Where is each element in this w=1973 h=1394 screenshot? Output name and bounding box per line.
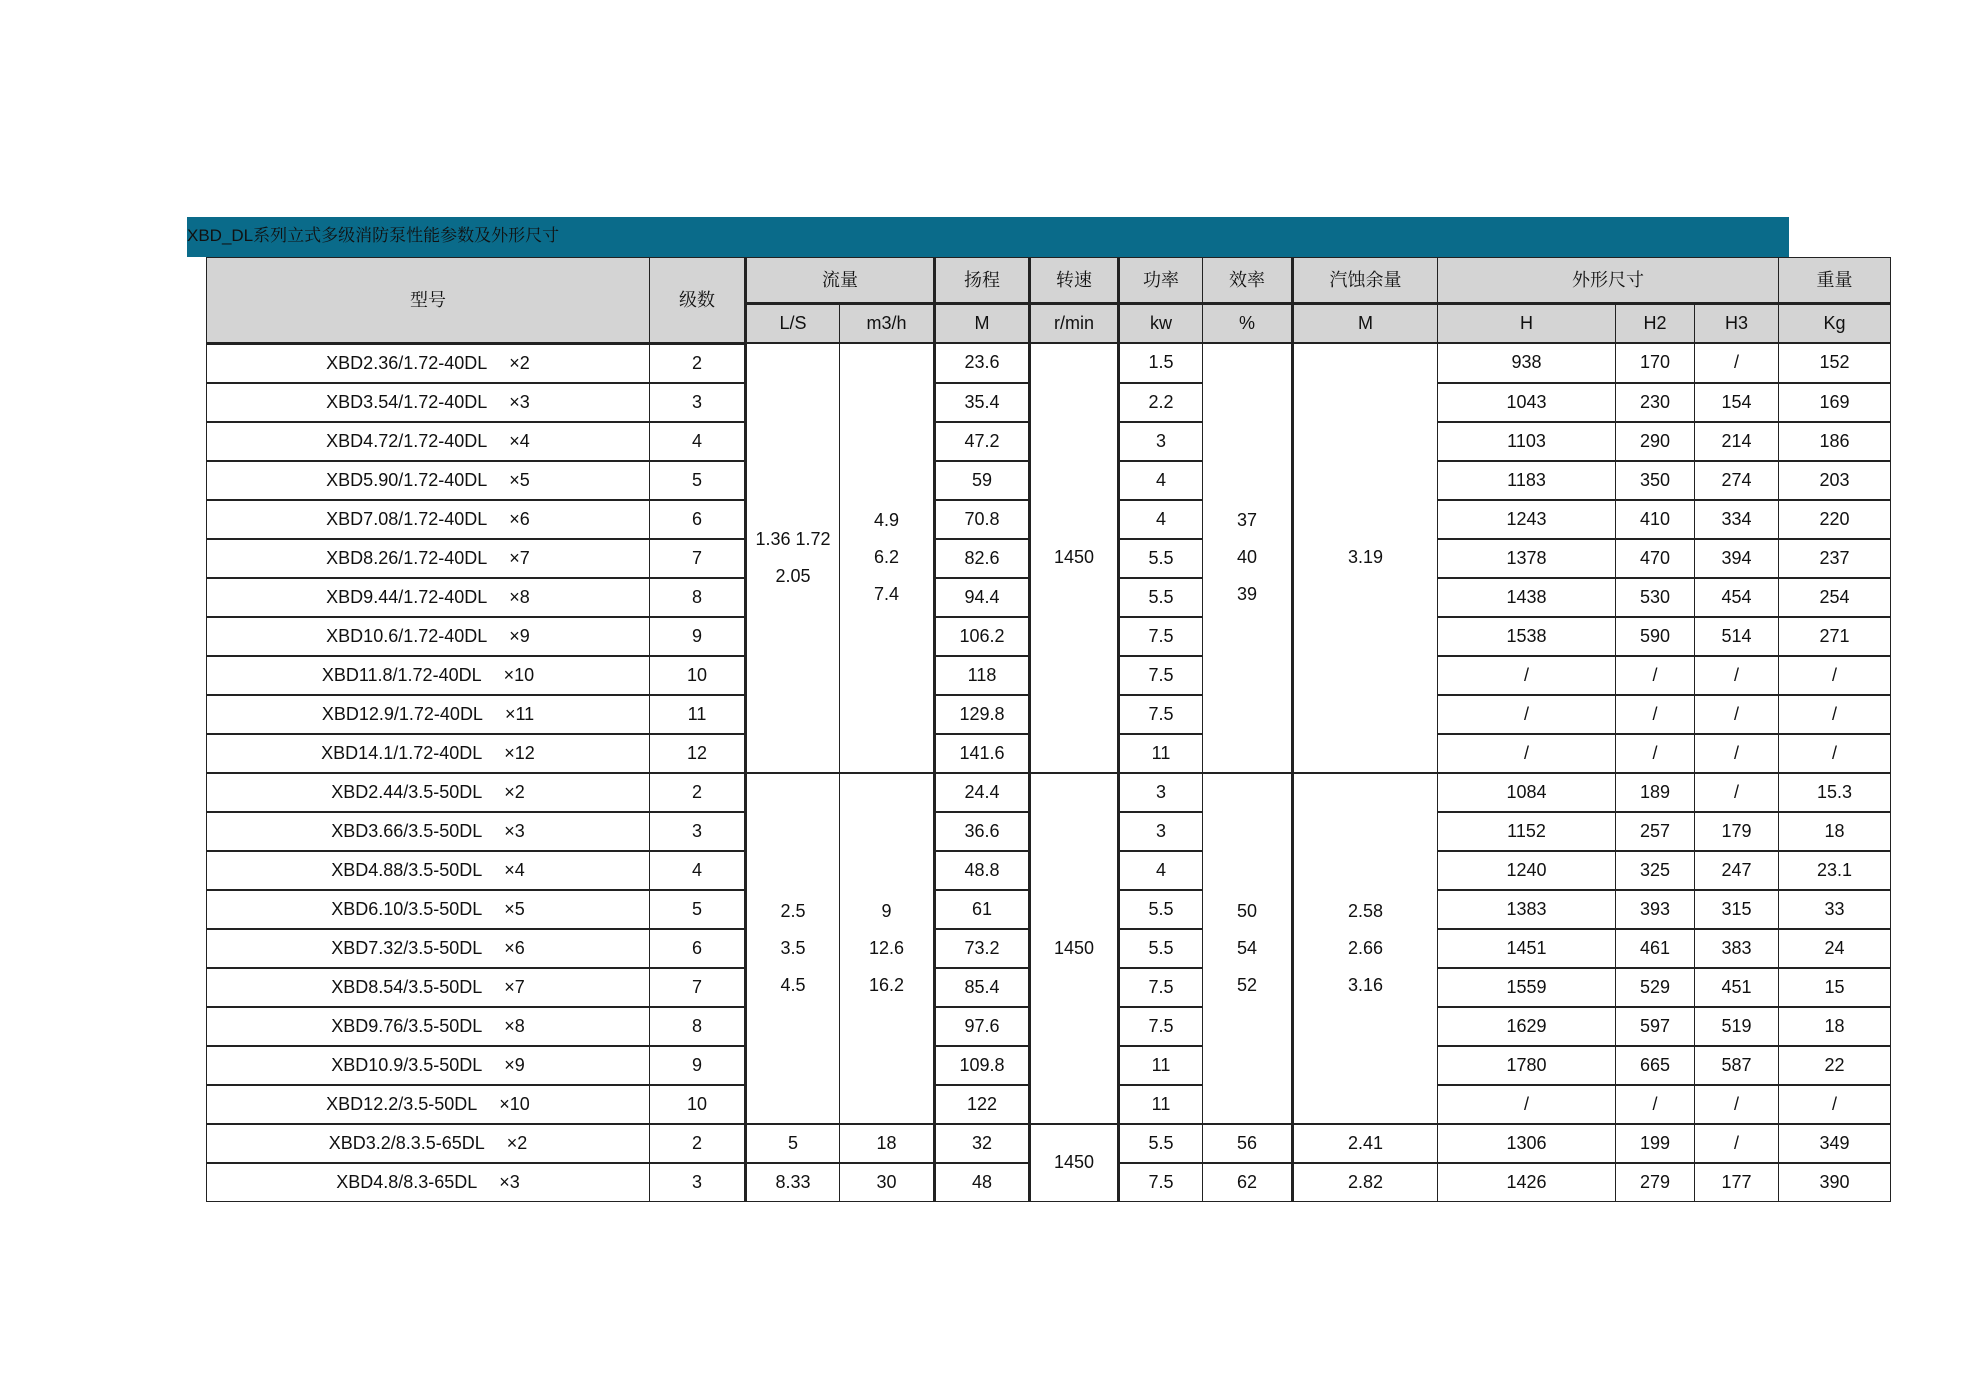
stages-cell: 3 xyxy=(650,812,746,851)
model-name: XBD8.54/3.5-50DL xyxy=(331,976,483,997)
stage-mark: ×3 xyxy=(499,1171,520,1192)
dim-h3-cell: 451 xyxy=(1695,968,1779,1007)
head-cell: 36.6 xyxy=(935,812,1030,851)
efficiency-cell-value: 50 xyxy=(1236,900,1258,921)
col-speed: 转速 xyxy=(1030,258,1119,304)
stages-cell: 6 xyxy=(650,500,746,539)
stages-cell: 8 xyxy=(650,578,746,617)
dim-h2-cell: / xyxy=(1616,1085,1695,1124)
table-row xyxy=(207,773,1891,812)
dim-h3-cell: 519 xyxy=(1695,1007,1779,1046)
col-flow: 流量 xyxy=(746,258,935,304)
flow-m3h-cell-value: 16.2 xyxy=(868,974,905,995)
dim-h2-cell: 590 xyxy=(1616,617,1695,656)
npsh-cell-value: 2.58 xyxy=(1347,900,1384,921)
dim-h-cell: 1183 xyxy=(1438,461,1616,500)
power-cell: 7.5 xyxy=(1119,656,1203,695)
head-cell: 106.2 xyxy=(935,617,1030,656)
col-model: 型号 xyxy=(207,258,650,344)
head-cell: 82.6 xyxy=(935,539,1030,578)
dim-h-cell: / xyxy=(1438,1085,1616,1124)
power-cell: 1.5 xyxy=(1119,343,1203,383)
dim-h2-cell: / xyxy=(1616,695,1695,734)
weight-cell: / xyxy=(1779,695,1891,734)
stages-cell: 2 xyxy=(650,1124,746,1163)
stage-mark: ×9 xyxy=(504,1054,525,1075)
dim-h-cell: / xyxy=(1438,656,1616,695)
flow-m3h-cell xyxy=(840,343,935,773)
pump-spec-table xyxy=(206,257,1891,1202)
dim-h3-cell: 274 xyxy=(1695,461,1779,500)
stage-mark: ×8 xyxy=(504,1015,525,1036)
model-name: XBD9.44/1.72-40DL xyxy=(326,586,488,607)
head-cell: 70.8 xyxy=(935,500,1030,539)
efficiency-cell-value: 52 xyxy=(1236,974,1258,995)
dim-h-cell: 1559 xyxy=(1438,968,1616,1007)
dim-h2-cell: 279 xyxy=(1616,1163,1695,1202)
stages-cell: 8 xyxy=(650,1007,746,1046)
dim-h-cell: 1152 xyxy=(1438,812,1616,851)
dim-h3-cell: 394 xyxy=(1695,539,1779,578)
dim-h2-cell: 170 xyxy=(1616,343,1695,383)
unit-power: kw xyxy=(1119,304,1203,344)
model-name: XBD5.90/1.72-40DL xyxy=(326,469,488,490)
model-name: XBD6.10/3.5-50DL xyxy=(331,898,483,919)
stage-mark: ×11 xyxy=(504,703,535,724)
model-cell xyxy=(207,1124,650,1163)
power-cell: 5.5 xyxy=(1119,929,1203,968)
model-name: XBD9.76/3.5-50DL xyxy=(331,1015,483,1036)
head-cell: 48 xyxy=(935,1163,1030,1202)
model-cell xyxy=(207,461,650,500)
stage-mark: ×3 xyxy=(509,391,530,412)
head-cell: 85.4 xyxy=(935,968,1030,1007)
dim-h3-cell: / xyxy=(1695,695,1779,734)
model-name: XBD4.8/8.3-65DL xyxy=(336,1171,478,1192)
model-name: XBD2.44/3.5-50DL xyxy=(331,781,483,802)
dim-h3-cell: 154 xyxy=(1695,383,1779,422)
dim-h3-cell: 247 xyxy=(1695,851,1779,890)
dim-h2-cell: 665 xyxy=(1616,1046,1695,1085)
npsh-cell xyxy=(1293,343,1438,773)
stage-mark: ×7 xyxy=(509,547,530,568)
power-cell: 7.5 xyxy=(1119,968,1203,1007)
flow-ls-cell-value: 3.5 xyxy=(780,937,806,958)
efficiency-cell-value: 37 xyxy=(1236,510,1258,531)
model-cell xyxy=(207,383,650,422)
dim-h3-cell: 177 xyxy=(1695,1163,1779,1202)
dim-h2-cell: 470 xyxy=(1616,539,1695,578)
weight-cell: 152 xyxy=(1779,343,1891,383)
flow-ls-cell: 5 xyxy=(746,1124,840,1163)
dim-h3-cell: 334 xyxy=(1695,500,1779,539)
stage-mark: ×5 xyxy=(509,469,530,490)
stages-cell: 12 xyxy=(650,734,746,773)
power-cell: 7.5 xyxy=(1119,1163,1203,1202)
flow-ls-cell-value: 2.05 xyxy=(775,565,811,586)
model-cell xyxy=(207,539,650,578)
dim-h3-cell: 214 xyxy=(1695,422,1779,461)
weight-cell: 23.1 xyxy=(1779,851,1891,890)
stages-cell: 3 xyxy=(650,1163,746,1202)
dim-h-cell: 1451 xyxy=(1438,929,1616,968)
table-row xyxy=(207,1124,1891,1163)
stage-mark: ×10 xyxy=(499,1093,530,1114)
stages-cell: 7 xyxy=(650,539,746,578)
flow-m3h-cell: 30 xyxy=(840,1163,935,1202)
col-npsh: 汽蚀余量 xyxy=(1293,258,1438,304)
stages-cell: 4 xyxy=(650,851,746,890)
model-name: XBD8.26/1.72-40DL xyxy=(326,547,488,568)
dim-h-cell: 1378 xyxy=(1438,539,1616,578)
stages-cell: 7 xyxy=(650,968,746,1007)
power-cell: 11 xyxy=(1119,734,1203,773)
dim-h-cell: 1426 xyxy=(1438,1163,1616,1202)
dim-h-cell: 938 xyxy=(1438,343,1616,383)
speed-cell-value: 1450 xyxy=(1053,937,1095,958)
col-weight: 重量 xyxy=(1779,258,1891,304)
weight-cell: 237 xyxy=(1779,539,1891,578)
dim-h2-cell: / xyxy=(1616,734,1695,773)
col-stages: 级数 xyxy=(650,258,746,344)
speed-cell-value: 1450 xyxy=(1053,547,1095,568)
weight-cell: 18 xyxy=(1779,1007,1891,1046)
dim-h3-cell: 383 xyxy=(1695,929,1779,968)
head-cell: 47.2 xyxy=(935,422,1030,461)
stages-cell: 11 xyxy=(650,695,746,734)
model-name: XBD7.08/1.72-40DL xyxy=(326,508,488,529)
head-cell: 23.6 xyxy=(935,343,1030,383)
weight-cell: 390 xyxy=(1779,1163,1891,1202)
dim-h2-cell: / xyxy=(1616,656,1695,695)
flow-ls-cell-value: 4.5 xyxy=(780,974,806,995)
weight-cell: / xyxy=(1779,1085,1891,1124)
head-cell: 73.2 xyxy=(935,929,1030,968)
col-efficiency: 效率 xyxy=(1203,258,1293,304)
weight-cell: 203 xyxy=(1779,461,1891,500)
power-cell: 3 xyxy=(1119,812,1203,851)
model-cell xyxy=(207,656,650,695)
flow-m3h-cell-value: 7.4 xyxy=(873,584,900,605)
dim-h2-cell: 410 xyxy=(1616,500,1695,539)
unit-head: M xyxy=(935,304,1030,344)
flow-ls-cell: 8.33 xyxy=(746,1163,840,1202)
head-cell: 32 xyxy=(935,1124,1030,1163)
npsh-cell-value: 3.16 xyxy=(1347,974,1384,995)
weight-cell: 271 xyxy=(1779,617,1891,656)
weight-cell: 169 xyxy=(1779,383,1891,422)
dim-h2-cell: 529 xyxy=(1616,968,1695,1007)
unit-speed: r/min xyxy=(1030,304,1119,344)
dim-h2-cell: 257 xyxy=(1616,812,1695,851)
stage-mark: ×3 xyxy=(504,820,525,841)
model-cell xyxy=(207,1163,650,1202)
model-name: XBD3.66/3.5-50DL xyxy=(331,820,483,841)
model-name: XBD3.54/1.72-40DL xyxy=(326,391,488,412)
model-name: XBD14.1/1.72-40DL xyxy=(321,742,483,763)
weight-cell: 186 xyxy=(1779,422,1891,461)
model-cell xyxy=(207,422,650,461)
col-power: 功率 xyxy=(1119,258,1203,304)
dim-h2-cell: 189 xyxy=(1616,773,1695,812)
npsh-cell-value: 3.19 xyxy=(1347,547,1384,568)
weight-cell: 24 xyxy=(1779,929,1891,968)
stages-cell: 2 xyxy=(650,343,746,383)
head-cell: 97.6 xyxy=(935,1007,1030,1046)
speed-cell-value: 1450 xyxy=(1053,1152,1095,1172)
stages-cell: 10 xyxy=(650,1085,746,1124)
stage-mark: ×6 xyxy=(509,508,530,529)
power-cell: 3 xyxy=(1119,422,1203,461)
weight-cell: 33 xyxy=(1779,890,1891,929)
dim-h2-cell: 597 xyxy=(1616,1007,1695,1046)
model-cell xyxy=(207,578,650,617)
power-cell: 11 xyxy=(1119,1046,1203,1085)
model-cell xyxy=(207,968,650,1007)
dim-h3-cell: / xyxy=(1695,773,1779,812)
power-cell: 4 xyxy=(1119,500,1203,539)
stage-mark: ×5 xyxy=(504,898,525,919)
weight-cell: 15 xyxy=(1779,968,1891,1007)
model-cell xyxy=(207,890,650,929)
dim-h-cell: 1383 xyxy=(1438,890,1616,929)
model-name: XBD2.36/1.72-40DL xyxy=(326,352,488,373)
power-cell: 5.5 xyxy=(1119,539,1203,578)
stages-cell: 2 xyxy=(650,773,746,812)
head-cell: 35.4 xyxy=(935,383,1030,422)
stage-mark: ×2 xyxy=(509,352,530,373)
efficiency-cell-value: 40 xyxy=(1236,547,1258,568)
flow-m3h-cell-value: 6.2 xyxy=(873,547,900,568)
dim-h3-cell: 179 xyxy=(1695,812,1779,851)
head-cell: 141.6 xyxy=(935,734,1030,773)
stage-mark: ×10 xyxy=(503,664,535,685)
unit-dim-h3: H3 xyxy=(1695,304,1779,344)
model-name: XBD7.32/3.5-50DL xyxy=(331,937,483,958)
unit-dim-h: H xyxy=(1438,304,1616,344)
power-cell: 3 xyxy=(1119,773,1203,812)
dim-h3-cell: / xyxy=(1695,343,1779,383)
stage-mark: ×7 xyxy=(504,976,525,997)
flow-ls-cell-value: 2.5 xyxy=(780,900,806,921)
model-cell xyxy=(207,343,650,383)
stages-cell: 5 xyxy=(650,461,746,500)
stage-mark: ×12 xyxy=(504,742,535,763)
speed-cell xyxy=(1030,343,1119,773)
efficiency-cell: 62 xyxy=(1203,1163,1293,1202)
dim-h2-cell: 461 xyxy=(1616,929,1695,968)
dim-h-cell: / xyxy=(1438,734,1616,773)
dim-h2-cell: 530 xyxy=(1616,578,1695,617)
npsh-cell xyxy=(1293,773,1438,1124)
model-cell xyxy=(207,812,650,851)
stages-cell: 4 xyxy=(650,422,746,461)
efficiency-cell xyxy=(1203,343,1293,773)
power-cell: 11 xyxy=(1119,1085,1203,1124)
power-cell: 7.5 xyxy=(1119,617,1203,656)
col-dims: 外形尺寸 xyxy=(1438,258,1779,304)
dim-h2-cell: 199 xyxy=(1616,1124,1695,1163)
flow-m3h-cell-value: 9 xyxy=(881,900,892,921)
flow-m3h-cell xyxy=(840,773,935,1124)
npsh-cell-value: 2.66 xyxy=(1347,937,1384,958)
weight-cell: 22 xyxy=(1779,1046,1891,1085)
dim-h-cell: 1243 xyxy=(1438,500,1616,539)
stages-cell: 9 xyxy=(650,617,746,656)
weight-cell: 254 xyxy=(1779,578,1891,617)
stage-mark: ×9 xyxy=(509,625,530,646)
stage-mark: ×4 xyxy=(509,430,530,451)
speed-cell xyxy=(1030,773,1119,1124)
power-cell: 5.5 xyxy=(1119,1124,1203,1163)
unit-dim-h2: H2 xyxy=(1616,304,1695,344)
weight-cell: / xyxy=(1779,656,1891,695)
dim-h2-cell: 393 xyxy=(1616,890,1695,929)
dim-h3-cell: 454 xyxy=(1695,578,1779,617)
unit-flow-m3h: m3/h xyxy=(840,304,935,344)
model-name: XBD4.88/3.5-50DL xyxy=(331,859,483,880)
stage-mark: ×6 xyxy=(504,937,525,958)
head-cell: 94.4 xyxy=(935,578,1030,617)
power-cell: 2.2 xyxy=(1119,383,1203,422)
head-cell: 48.8 xyxy=(935,851,1030,890)
weight-cell: 220 xyxy=(1779,500,1891,539)
stages-cell: 6 xyxy=(650,929,746,968)
flow-ls-cell xyxy=(746,343,840,773)
col-head: 扬程 xyxy=(935,258,1030,304)
stage-mark: ×2 xyxy=(504,781,525,802)
flow-m3h-cell-value: 4.9 xyxy=(873,510,900,531)
dim-h-cell: 1103 xyxy=(1438,422,1616,461)
dim-h-cell: / xyxy=(1438,695,1616,734)
unit-npsh: M xyxy=(1293,304,1438,344)
dim-h2-cell: 290 xyxy=(1616,422,1695,461)
head-cell: 109.8 xyxy=(935,1046,1030,1085)
unit-weight: Kg xyxy=(1779,304,1891,344)
model-cell xyxy=(207,1007,650,1046)
stages-cell: 9 xyxy=(650,1046,746,1085)
model-cell xyxy=(207,734,650,773)
npsh-cell: 2.41 xyxy=(1293,1124,1438,1163)
weight-cell: 349 xyxy=(1779,1124,1891,1163)
dim-h2-cell: 230 xyxy=(1616,383,1695,422)
dim-h-cell: 1306 xyxy=(1438,1124,1616,1163)
power-cell: 4 xyxy=(1119,461,1203,500)
model-cell xyxy=(207,773,650,812)
power-cell: 7.5 xyxy=(1119,695,1203,734)
dim-h2-cell: 325 xyxy=(1616,851,1695,890)
head-cell: 122 xyxy=(935,1085,1030,1124)
model-name: XBD10.9/3.5-50DL xyxy=(331,1054,483,1075)
model-cell xyxy=(207,1046,650,1085)
dim-h-cell: 1084 xyxy=(1438,773,1616,812)
dim-h3-cell: 315 xyxy=(1695,890,1779,929)
stage-mark: ×2 xyxy=(506,1132,528,1153)
head-cell: 129.8 xyxy=(935,695,1030,734)
model-cell xyxy=(207,851,650,890)
power-cell: 5.5 xyxy=(1119,890,1203,929)
model-name: XBD11.8/1.72-40DL xyxy=(321,664,482,685)
power-cell: 7.5 xyxy=(1119,1007,1203,1046)
flow-ls-cell-value: 1.36 1.72 xyxy=(755,528,831,549)
npsh-cell: 2.82 xyxy=(1293,1163,1438,1202)
table-title: XBD_DL系列立式多级消防泵性能参数及外形尺寸 xyxy=(187,226,560,245)
head-cell: 61 xyxy=(935,890,1030,929)
dim-h3-cell: 587 xyxy=(1695,1046,1779,1085)
head-cell: 24.4 xyxy=(935,773,1030,812)
weight-cell: 18 xyxy=(1779,812,1891,851)
dim-h3-cell: / xyxy=(1695,734,1779,773)
dim-h3-cell: 514 xyxy=(1695,617,1779,656)
dim-h-cell: 1043 xyxy=(1438,383,1616,422)
stages-cell: 10 xyxy=(650,656,746,695)
flow-ls-cell xyxy=(746,773,840,1124)
table-row xyxy=(207,343,1891,383)
weight-cell: 15.3 xyxy=(1779,773,1891,812)
flow-m3h-cell-value: 12.6 xyxy=(868,937,905,958)
model-cell xyxy=(207,617,650,656)
unit-efficiency: % xyxy=(1203,304,1293,344)
dim-h3-cell: / xyxy=(1695,656,1779,695)
dim-h3-cell: / xyxy=(1695,1085,1779,1124)
model-name: XBD12.9/1.72-40DL xyxy=(321,703,483,724)
unit-flow-ls: L/S xyxy=(746,304,840,344)
weight-cell: / xyxy=(1779,734,1891,773)
stage-mark: ×8 xyxy=(509,586,530,607)
stages-cell: 3 xyxy=(650,383,746,422)
model-name: XBD12.2/3.5-50DL xyxy=(326,1093,478,1114)
model-name: XBD4.72/1.72-40DL xyxy=(326,430,488,451)
head-cell: 118 xyxy=(935,656,1030,695)
power-cell: 4 xyxy=(1119,851,1203,890)
dim-h-cell: 1538 xyxy=(1438,617,1616,656)
stage-mark: ×4 xyxy=(504,859,525,880)
power-cell: 5.5 xyxy=(1119,578,1203,617)
efficiency-cell-value: 39 xyxy=(1236,584,1258,605)
head-cell: 59 xyxy=(935,461,1030,500)
model-cell xyxy=(207,695,650,734)
efficiency-cell xyxy=(1203,773,1293,1124)
dim-h-cell: 1629 xyxy=(1438,1007,1616,1046)
stages-cell: 5 xyxy=(650,890,746,929)
dim-h3-cell: / xyxy=(1695,1124,1779,1163)
flow-m3h-cell: 18 xyxy=(840,1124,935,1163)
efficiency-cell: 56 xyxy=(1203,1124,1293,1163)
speed-cell xyxy=(1030,1124,1119,1202)
dim-h-cell: 1780 xyxy=(1438,1046,1616,1085)
model-cell xyxy=(207,500,650,539)
dim-h2-cell: 350 xyxy=(1616,461,1695,500)
efficiency-cell-value: 54 xyxy=(1236,937,1258,958)
dim-h-cell: 1438 xyxy=(1438,578,1616,617)
model-cell xyxy=(207,929,650,968)
model-cell xyxy=(207,1085,650,1124)
dim-h-cell: 1240 xyxy=(1438,851,1616,890)
model-name: XBD10.6/1.72-40DL xyxy=(326,625,488,646)
model-name: XBD3.2/8.3.5-65DL xyxy=(328,1132,485,1153)
